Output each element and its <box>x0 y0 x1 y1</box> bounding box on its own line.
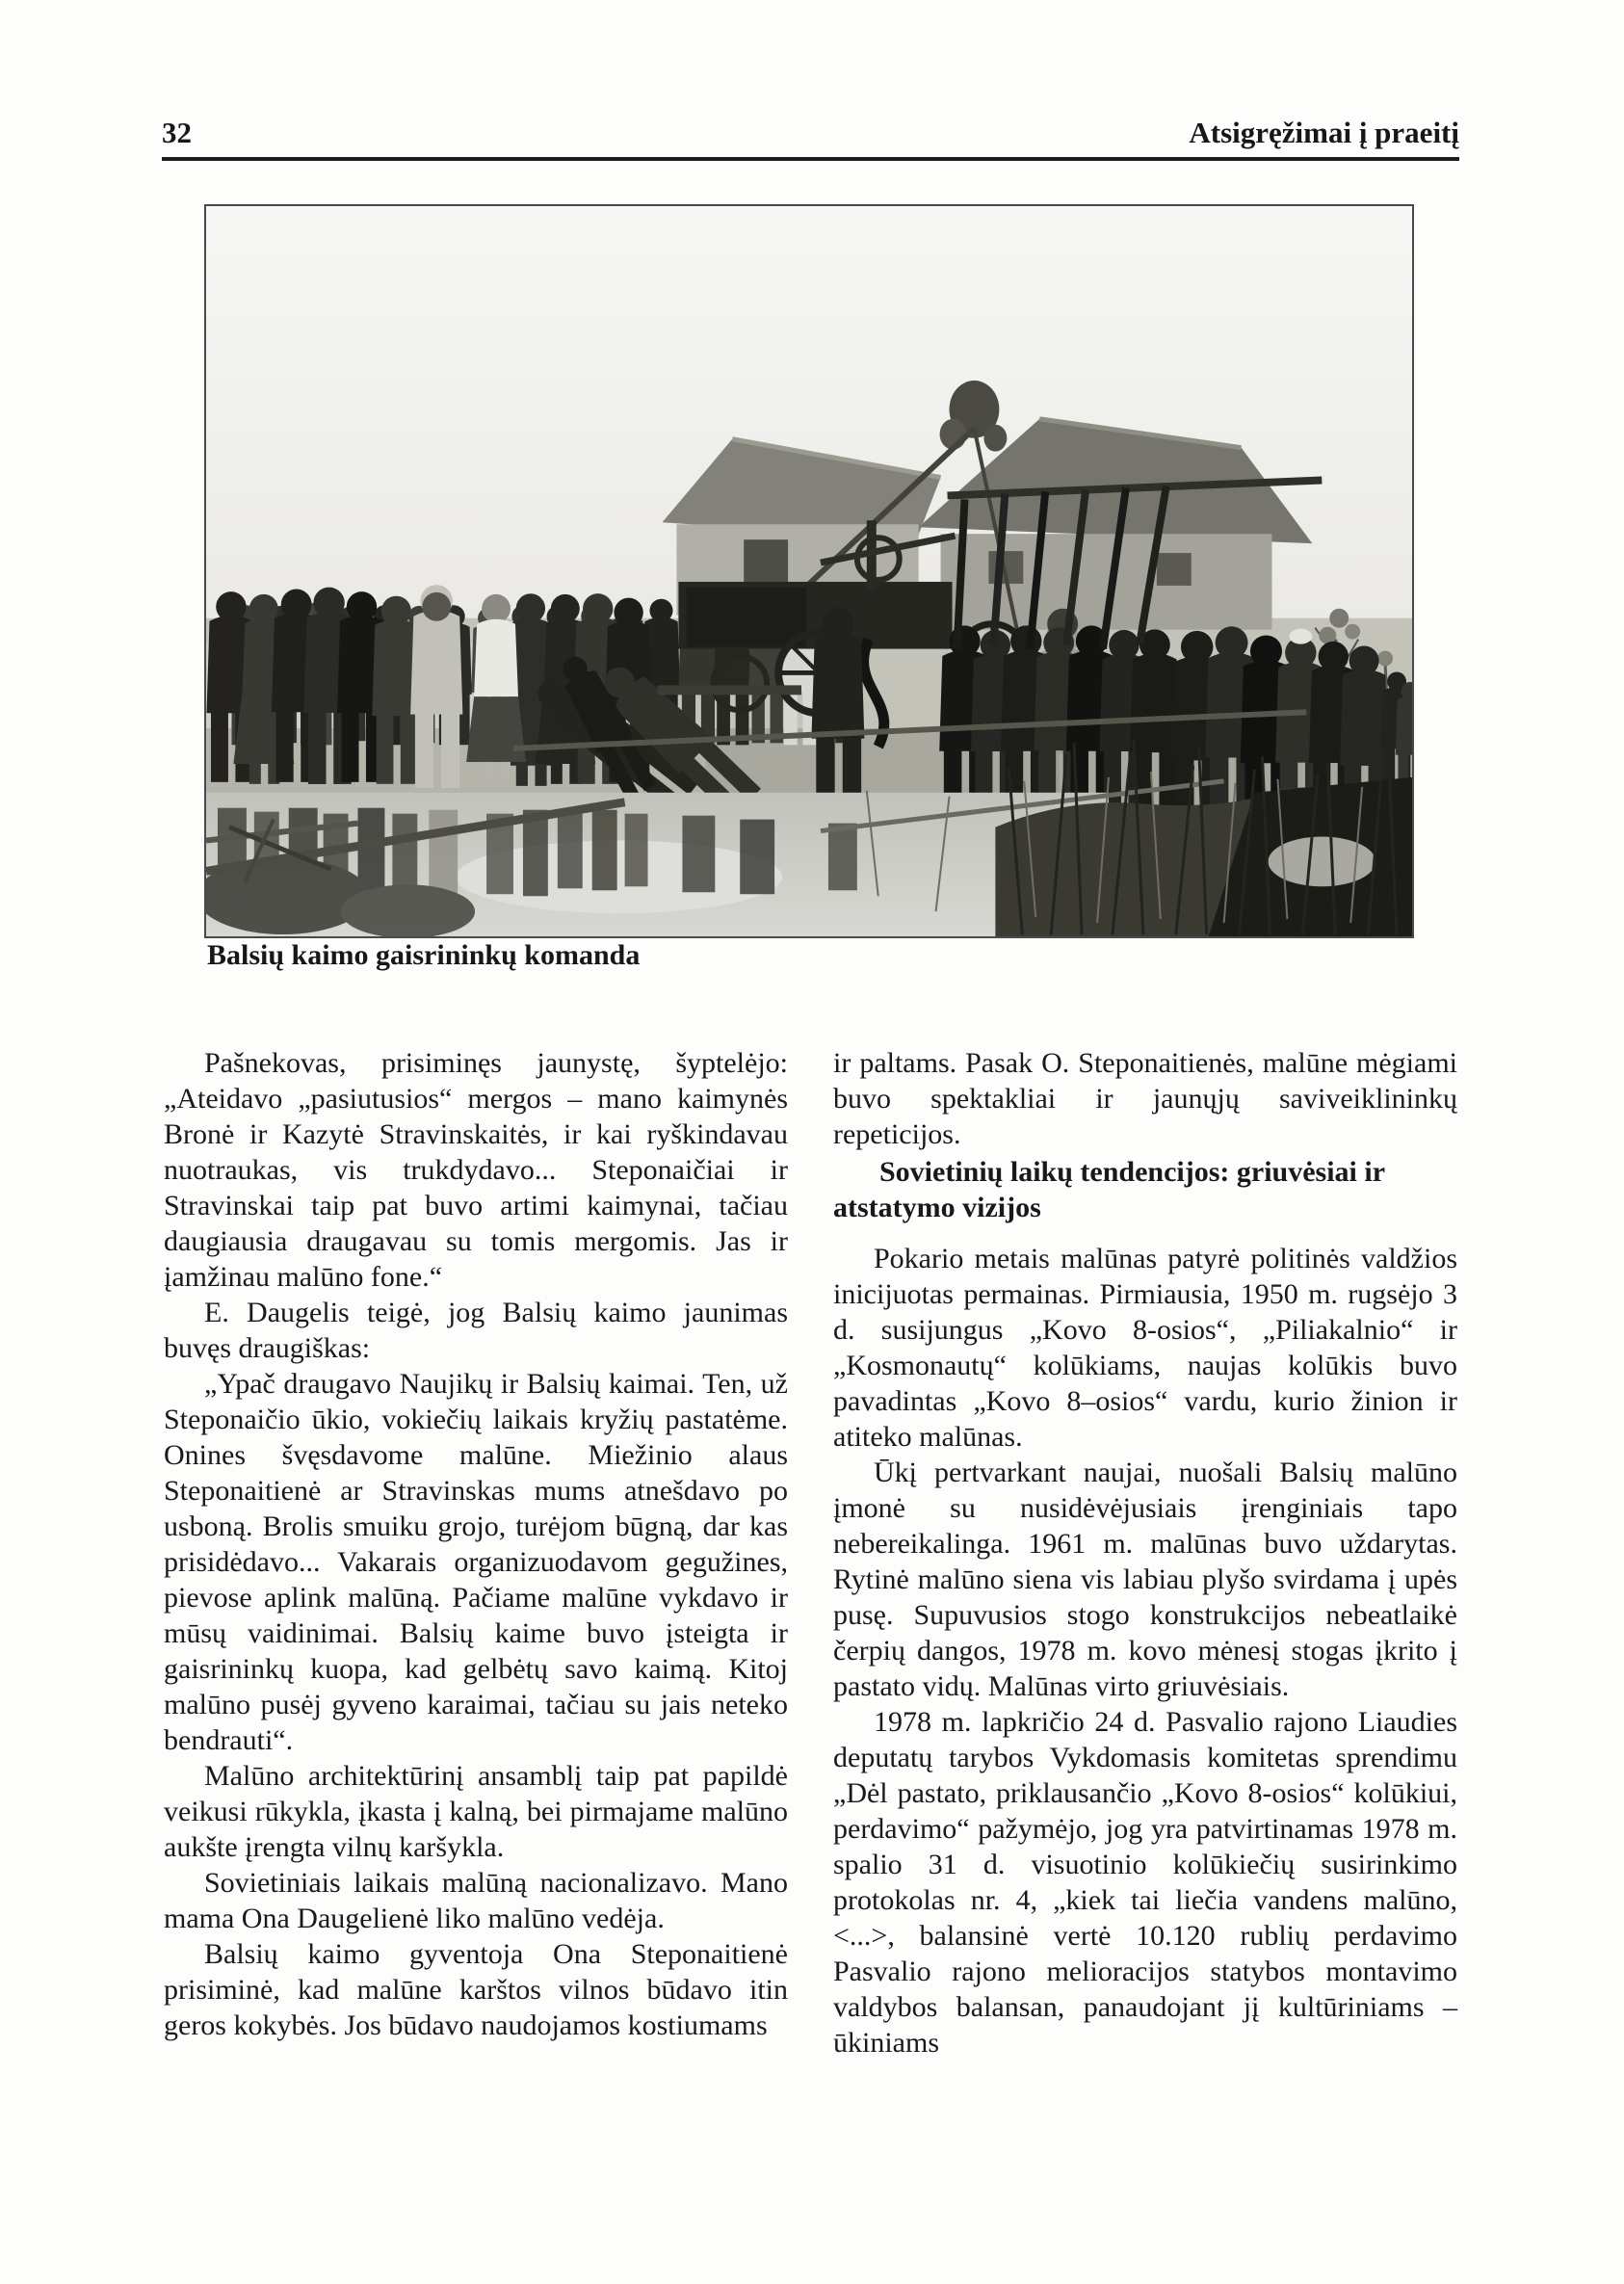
historical-photo <box>204 204 1414 938</box>
page-header <box>162 118 1459 161</box>
photo-caption: Balsių kaimo gaisrininkų komanda <box>207 939 641 971</box>
body-paragraph: 1978 m. lapkričio 24 d. Pasvalio rajono Liaudies deputatų tarybos Vykdomasis komitetas sprendimu „Dėl pastato, priklausančio „Kovo 8-osios“ kolūkiui, perdavimo“ pažymėjo, jog yra patvirtinamas 1978 m. spalio 31 d. visuotinio kolūkiečių susirinkimo protokolas nr. 4, „kiek tai liečia vandens malūno, <...>, balansinė vertė 10.120 rublių perdavimo Pasvalio rajono melioracijos statybos montavimo valdybos balansan, panaudojant jį kultūriniams – ūkiniams <box>833 1706 1457 2059</box>
left-column <box>164 1045 788 2043</box>
body-paragraph: Malūno architektūrinį ansamblį taip pat papildė veikusi rūkykla, įkasta į kalną, bei pirmajame malūno aukšte įrengta vilnų karšykla. <box>164 1760 788 1863</box>
running-title: Atsigręžimai į praeitį <box>1189 116 1459 149</box>
body-paragraph: „Ypač draugavo Naujikų ir Balsių kaimai. Ten, už Steponaičio ūkio, vokiečių laikais kryžių pastatėme. Onines švęsdavome malūne. Miežinio alaus Steponaitienė ar Stravinskas mums atnešdavo po usboną. Brolis smuiku grojo, turėjom būgną, dar kas prisidėdavo... Vakarais organizuodavom gegužines, pievose aplink malūną. Pačiame malūne vykdavo ir mūsų vaidinimai. Balsių kaime buvo įsteigta ir gaisrininkų kuopa, kad gelbėtų savo kaimą. Kitoj malūno pusėj gyveno karaimai, tačiau su jais neteko bendrauti“. <box>164 1368 788 1756</box>
body-paragraph: Pašnekovas, prisiminęs jaunystę, šyptelėjo: „Ateidavo „pasiutusios“ mergos – mano kaimynės Bronė ir Kazytė Stravinskaitės, ir kai ryškindavau nuotraukas, vis trukdydavo... Steponaičiai ir Stravinskai taip pat buvo artimi kaimynai, tačiau daugiausia draugavau su tomis mergomis. Jas ir įamžinau malūno fone.“ <box>164 1047 788 1293</box>
body-paragraph: Sovietiniais laikais malūną nacionalizavo. Mano mama Ona Daugelienė liko malūno vedėja. <box>164 1867 788 1934</box>
body-paragraph: E. Daugelis teigė, jog Balsių kaimo jaunimas buvęs draugiškas: <box>164 1297 788 1364</box>
body-paragraph: Balsių kaimo gyventoja Ona Steponaitienė prisiminė, kad malūne karštos vilnos būdavo itin geros kokybės. Jos būdavo naudojamos kostiumams <box>164 1938 788 2041</box>
body-paragraph: Pokario metais malūnas patyrė politinės valdžios inicijuotas permainas. Pirmiausia, 1950 m. rugsėjo 3 d. susijungus „Kovo 8-osios“, „Piliakalnio“ ir „Kosmonautų“ kolūkiams, naujas kolūkis buvo pavadintas „Kovo 8–osios“ vardu, kurio žinion ir atiteko malūnas. <box>833 1243 1457 1453</box>
body-paragraph: ir paltams. Pasak O. Steponaitienės, malūne mėgiami buvo spektakliai ir jaunųjų saviveiklininkų repeticijos. <box>833 1047 1457 1150</box>
section-heading: Sovietinių laikų tendencijos: griuvėsiai ir atstatymo vizijos <box>833 1156 1385 1223</box>
page-number: 32 <box>162 116 192 149</box>
photo-illustration <box>206 206 1412 936</box>
body-paragraph: Ūkį pertvarkant naujai, nuošali Balsių malūno įmonė su nusidėvėjusiais įrenginiais tapo nebereikalinga. 1961 m. malūnas buvo uždarytas. Rytinė malūno siena vis labiau plyšo svirdama į upės pusę. Supuvusios stogo konstrukcijos nebeatlaikė čerpių dangos, 1978 m. kovo mėnesį stogas įkrito į pastato vidų. Malūnas virto griuvėsiais. <box>833 1457 1457 1702</box>
right-column <box>833 1045 1457 2061</box>
